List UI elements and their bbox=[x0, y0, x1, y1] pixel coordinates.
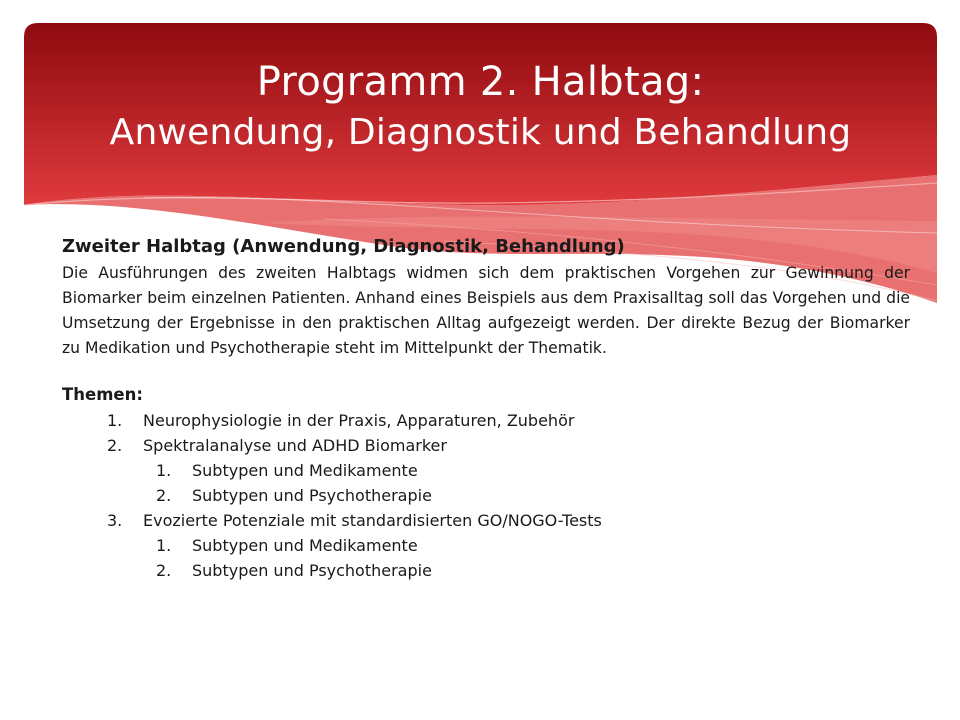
list-item-number: 2. bbox=[156, 486, 172, 505]
themes-heading: Themen: bbox=[62, 385, 143, 404]
list-item-text: Subtypen und Psychotherapie bbox=[192, 486, 432, 505]
sub-list-item bbox=[62, 458, 910, 483]
list-item-number: 3. bbox=[107, 511, 123, 530]
sub-list-item bbox=[62, 533, 910, 558]
list-item-number: 2. bbox=[156, 561, 172, 580]
list-item bbox=[62, 408, 910, 433]
list-item-number: 2. bbox=[107, 436, 123, 455]
list-item-number: 1. bbox=[156, 461, 172, 480]
slide-subtitle: Anwendung, Diagnostik und Behandlung bbox=[109, 112, 852, 153]
list-item bbox=[62, 433, 910, 458]
list-item-number: 1. bbox=[156, 536, 172, 555]
section-heading: Zweiter Halbtag (Anwendung, Diagnostik, Behandlung) bbox=[62, 236, 625, 257]
list-item-number: 1. bbox=[107, 411, 123, 430]
sub-list-item bbox=[62, 483, 910, 508]
list-item-text: Evozierte Potenziale mit standardisierten GO/NOGO-Tests bbox=[143, 511, 602, 530]
slide-title: Programm 2. Halbtag: bbox=[256, 59, 705, 105]
list-item-text: Spektralanalyse und ADHD Biomarker bbox=[143, 436, 447, 455]
list-item-text: Subtypen und Medikamente bbox=[192, 461, 418, 480]
list-item-text: Subtypen und Medikamente bbox=[192, 536, 418, 555]
section-paragraph: Die Ausführungen des zweiten Halbtags widmen sich dem praktischen Vorgehen zur Gewinnung der Biomarker beim einzelnen Patienten. Anhand eines Beispiels aus dem Praxisalltag soll das Vorgehen und die Umsetzung der Ergebnisse in den praktischen Alltag aufgezeigt werden. Der direkte Bezug der Biomarker zu Medikation und Psychotherapie steht im Mittelpunkt der Thematik. bbox=[62, 264, 910, 357]
sub-list-item bbox=[62, 558, 910, 583]
list-item bbox=[62, 508, 910, 533]
list-item-text: Neurophysiologie in der Praxis, Apparaturen, Zubehör bbox=[143, 411, 575, 430]
slide-content bbox=[62, 236, 910, 583]
list-item-text: Subtypen und Psychotherapie bbox=[192, 561, 432, 580]
themes-list bbox=[62, 408, 910, 583]
